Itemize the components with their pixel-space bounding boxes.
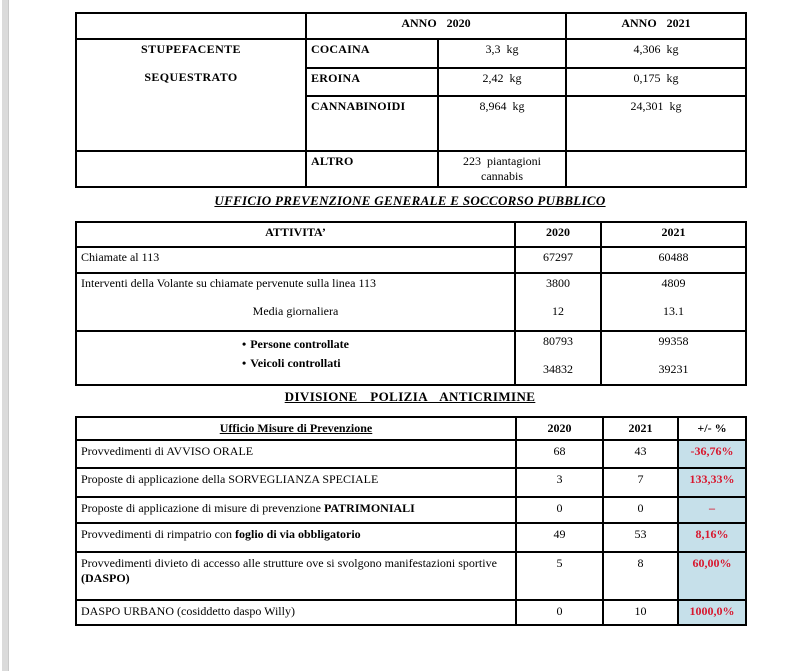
foglio-via-2020: 49 <box>516 523 603 552</box>
daspo-urbano-delta: 1000,0% <box>678 600 746 625</box>
daspo-2021: 8 <box>603 552 678 600</box>
drug-name-eroina: EROINA <box>306 68 438 96</box>
avviso-orale-label: Provvedimenti di AVVISO ORALE <box>76 440 516 468</box>
attivita-header-row <box>76 222 746 247</box>
drug-cocaina-2021: 4,306 kg <box>566 39 746 68</box>
sorveglianza-2021: 7 <box>603 468 678 497</box>
row-daspo-urbano <box>76 600 746 625</box>
row-foglio-di-via <box>76 523 746 552</box>
section-title-prevenzione <box>75 193 745 209</box>
chiamate-label: Chiamate al 113 <box>76 247 515 273</box>
drug-altro-2020: 223 piantagioni cannabis <box>438 151 566 187</box>
misure-prevenzione-table <box>75 416 747 626</box>
patrimoniali-delta: – <box>678 497 746 523</box>
interventi-2020: 3800 <box>546 276 570 290</box>
side-label-line1: STUPEFACENTE <box>141 42 241 56</box>
misure-header-2020: 2020 <box>516 417 603 440</box>
row-avviso-orale <box>76 440 746 468</box>
interventi-2021-cell <box>601 273 746 331</box>
interventi-2020-cell <box>515 273 601 331</box>
foglio-via-2021: 53 <box>603 523 678 552</box>
patrimoniali-label: Proposte di applicazione di misure di prevenzione PATRIMONIALI <box>76 497 516 523</box>
row-patrimoniali <box>76 497 746 523</box>
side-label-line2: SEQUESTRATO <box>144 70 238 84</box>
persone-2020: 80793 <box>543 334 573 348</box>
foglio-via-label: Provvedimenti di rimpatrio con foglio di via obbligatorio <box>76 523 516 552</box>
left-edge-strip <box>2 0 9 671</box>
attivita-table <box>75 221 747 386</box>
foglio-via-delta: 8,16% <box>678 523 746 552</box>
drugs-side-empty-cell <box>76 151 306 187</box>
avviso-orale-delta: -36,76% <box>678 440 746 468</box>
section-title-anticrimine <box>75 389 745 405</box>
interventi-2021: 4809 <box>661 276 686 290</box>
misure-header-delta: +/- % <box>678 417 746 440</box>
drugs-side-label-cell <box>76 39 306 151</box>
row-chiamate-113 <box>76 247 746 273</box>
persone-controllate-label: Persone controllate <box>250 337 349 351</box>
avviso-orale-2020: 68 <box>516 440 603 468</box>
veicoli-controllati-item <box>242 354 349 373</box>
controlli-2021-cell <box>601 331 746 385</box>
drug-name-cannabinoidi: CANNABINOIDI <box>306 96 438 151</box>
drugs-header-row <box>76 13 746 39</box>
attivita-header-label: ATTIVITA’ <box>76 222 515 247</box>
row-sorveglianza-speciale <box>76 468 746 497</box>
misure-header-2021: 2021 <box>603 417 678 440</box>
drug-name-cocaina: COCAINA <box>306 39 438 68</box>
avviso-orale-2021: 43 <box>603 440 678 468</box>
row-controlli <box>76 331 746 385</box>
drugs-header-anno-2021: ANNO 2021 <box>566 13 746 39</box>
patrimoniali-2020: 0 <box>516 497 603 523</box>
drug-cocaina-2020: 3,3 kg <box>438 39 566 68</box>
controlli-label-cell <box>76 331 515 385</box>
drugs-header-anno-2020: ANNO 2020 <box>306 13 566 39</box>
drug-row-cocaina <box>76 39 746 68</box>
sorveglianza-delta: 133,33% <box>678 468 746 497</box>
media-giornaliera-label: Media giornaliera <box>252 304 339 318</box>
drug-altro-2021 <box>566 151 746 187</box>
bullet-icon: • <box>242 337 247 351</box>
daspo-delta: 60,00% <box>678 552 746 600</box>
persone-controllate-item <box>242 335 349 354</box>
media-2020: 12 <box>552 304 564 318</box>
misure-header-row <box>76 417 746 440</box>
interventi-label-cell <box>76 273 515 331</box>
drugs-table <box>75 12 747 188</box>
veicoli-2020: 34832 <box>543 362 573 376</box>
section-title-anticrimine-text: DIVISIONE POLIZIA ANTICRIMINE <box>284 389 536 404</box>
bullet-icon: • <box>242 356 247 370</box>
section-title-prevenzione-text: UFFICIO PREVENZIONE GENERALE E SOCCORSO PUBBLICO <box>214 193 606 208</box>
veicoli-controllati-label: Veicoli controllati <box>250 356 341 370</box>
drugs-header-empty-cell <box>76 13 306 39</box>
sorveglianza-label: Proposte di applicazione della SORVEGLIANZA SPECIALE <box>76 468 516 497</box>
attivita-header-2020: 2020 <box>515 222 601 247</box>
daspo-2020: 5 <box>516 552 603 600</box>
misure-header-label: Ufficio Misure di Prevenzione <box>76 417 516 440</box>
chiamate-2020: 67297 <box>515 247 601 273</box>
controlli-2020-cell <box>515 331 601 385</box>
daspo-urbano-2020: 0 <box>516 600 603 625</box>
drug-row-altro <box>76 151 746 187</box>
drug-eroina-2021: 0,175 kg <box>566 68 746 96</box>
interventi-label: Interventi della Volante su chiamate pervenute sulla linea 113 <box>81 276 377 290</box>
row-daspo <box>76 552 746 600</box>
chiamate-2021: 60488 <box>601 247 746 273</box>
daspo-label: Provvedimenti divieto di accesso alle strutture ove si svolgono manifestazioni sportive (DASPO) <box>76 552 516 600</box>
drug-cannabinoidi-2021: 24,301 kg <box>566 96 746 151</box>
drug-eroina-2020: 2,42 kg <box>438 68 566 96</box>
drug-name-altro: ALTRO <box>306 151 438 187</box>
veicoli-2021: 39231 <box>658 362 689 376</box>
drug-cannabinoidi-2020: 8,964 kg <box>438 96 566 151</box>
daspo-urbano-2021: 10 <box>603 600 678 625</box>
row-interventi-volante <box>76 273 746 331</box>
persone-2021: 99358 <box>658 334 689 348</box>
attivita-header-2021: 2021 <box>601 222 746 247</box>
sorveglianza-2020: 3 <box>516 468 603 497</box>
daspo-urbano-label: DASPO URBANO (cosiddetto daspo Willy) <box>76 600 516 625</box>
media-2021: 13.1 <box>663 304 684 318</box>
patrimoniali-2021: 0 <box>603 497 678 523</box>
